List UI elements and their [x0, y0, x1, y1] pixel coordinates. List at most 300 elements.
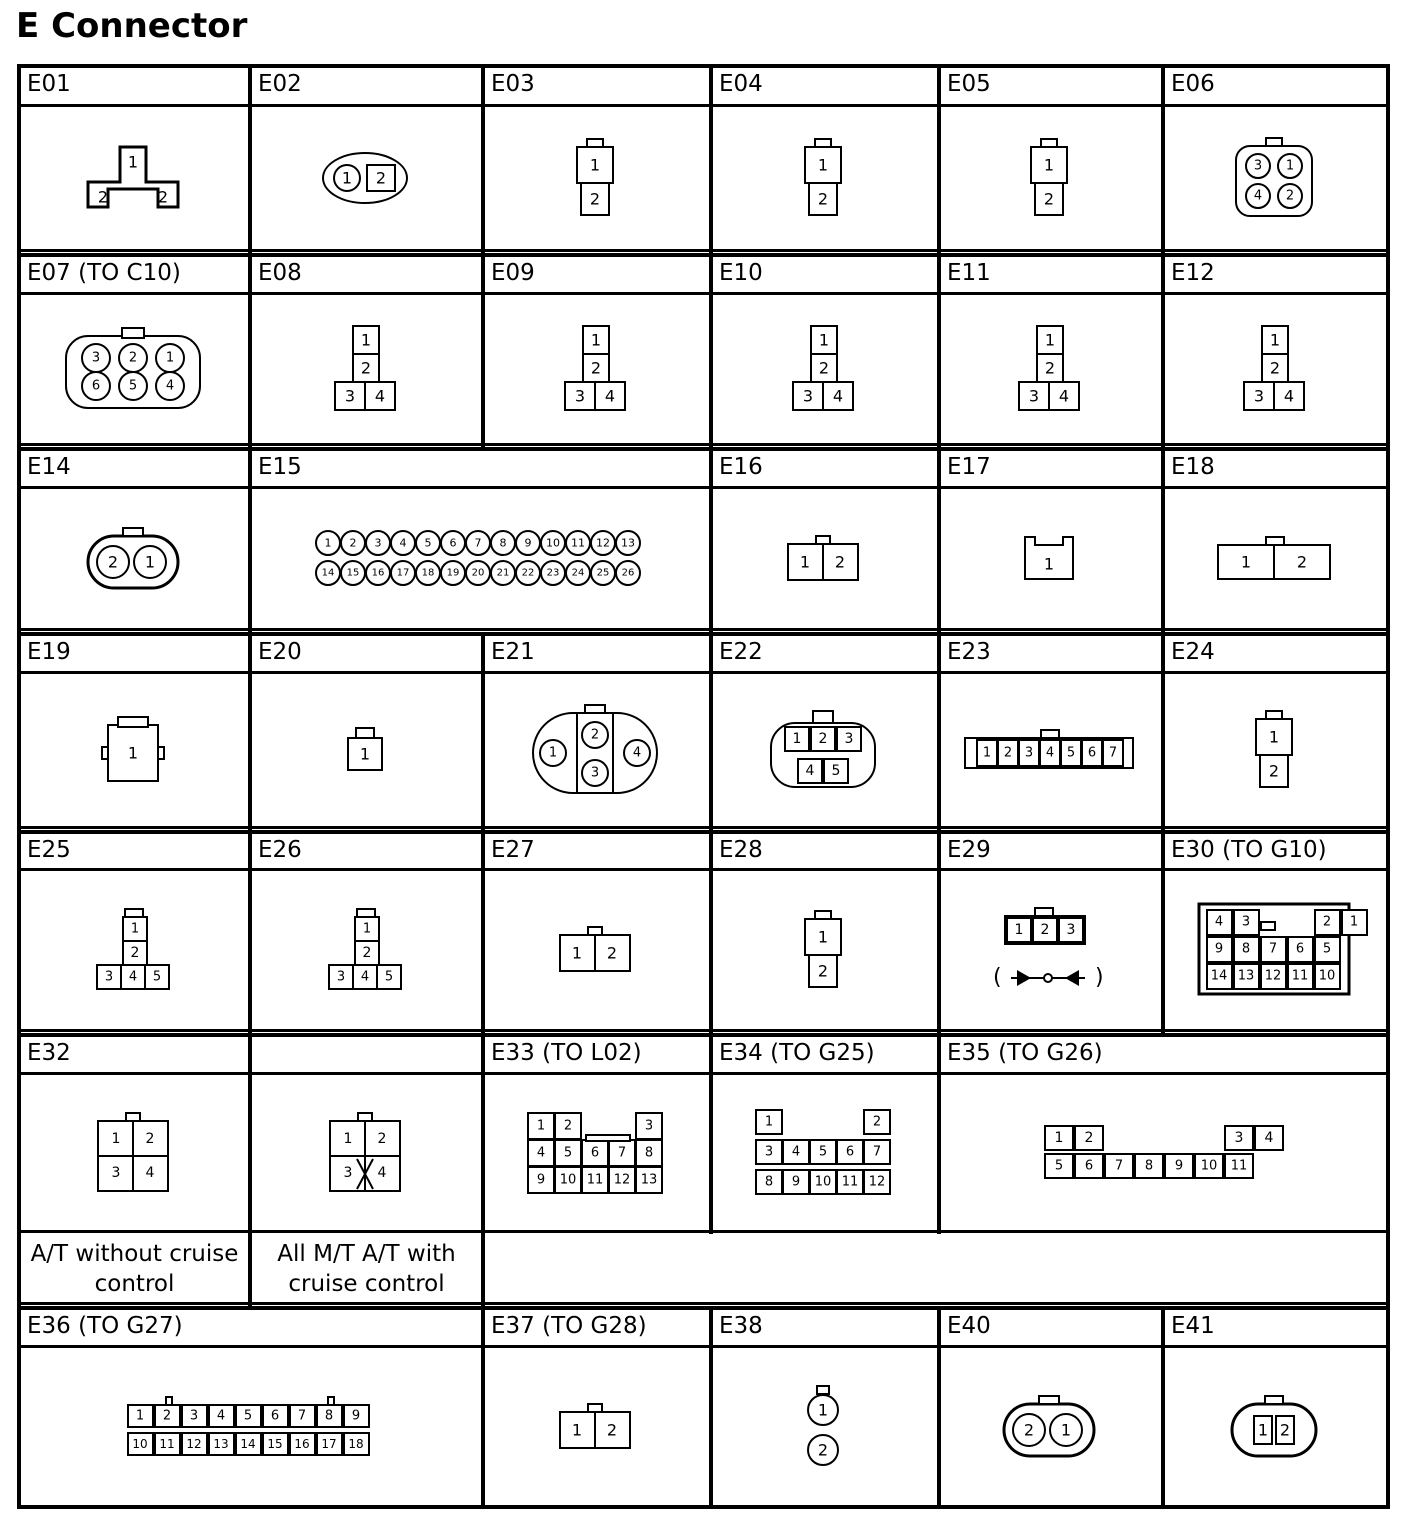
pin-number: 4	[216, 1408, 225, 1423]
pin-number: 2	[349, 536, 356, 549]
pin-number: 1	[792, 731, 802, 747]
pin-number: 1	[571, 943, 583, 963]
pin-number: 13	[212, 1436, 229, 1451]
grid-line	[481, 64, 485, 253]
grid-line	[248, 632, 252, 830]
pin-number: 3	[344, 386, 355, 406]
connector-diagram	[1161, 107, 1386, 249]
grid-line	[1386, 1033, 1390, 1234]
pin-number: 10	[814, 1174, 832, 1189]
connector-housing	[1236, 146, 1312, 216]
connector-label: E30 (TO G10)	[1171, 837, 1327, 863]
grid-line	[17, 830, 21, 1033]
connector-drawing	[562, 323, 628, 415]
connector-diagram	[1161, 1348, 1386, 1505]
pin-cavity	[816, 536, 830, 544]
pin-number: 1	[1054, 1129, 1063, 1146]
connector-label: E23	[947, 639, 991, 665]
pin-number: 2	[128, 350, 137, 366]
pin-number: 2	[834, 552, 846, 571]
pin-number: 3	[189, 1408, 198, 1423]
pin-number: 2	[563, 1118, 573, 1133]
grid-line	[17, 826, 1390, 829]
connector-diagram	[937, 871, 1161, 1029]
grid-line	[17, 64, 1390, 68]
pin-number: 3	[343, 1164, 352, 1181]
pin-number: 5	[831, 763, 841, 779]
pin-number: 2	[1044, 358, 1056, 378]
pin-number: 1	[1043, 155, 1055, 175]
pin-cavity	[585, 705, 605, 713]
pin-number: 3	[1066, 922, 1076, 938]
pin-number: 11	[586, 1172, 604, 1187]
grid-line	[481, 1306, 485, 1509]
pin-number: 25	[596, 567, 609, 578]
pin-number: 15	[346, 567, 359, 578]
grid-line	[709, 1033, 713, 1234]
connector-drawing	[95, 1110, 171, 1196]
connector-label: E40	[947, 1313, 991, 1339]
pin-number: 1	[341, 168, 352, 188]
pin-cavity	[125, 909, 143, 917]
connector-drawing	[557, 924, 633, 976]
pin-number: 13	[620, 536, 635, 549]
connector-diagram	[248, 295, 481, 443]
pin-number: 1	[1257, 1420, 1268, 1439]
grid-line	[17, 1072, 1390, 1075]
pin-number: 2	[1296, 552, 1307, 571]
pin-number: 1	[817, 927, 829, 947]
pin-number: 3	[802, 386, 814, 406]
pin-number: 10	[545, 536, 560, 549]
diode-bracket-right: )	[1095, 965, 1104, 990]
pin-number: 1	[590, 330, 602, 350]
grid-line	[17, 447, 21, 632]
pin-number: 24	[571, 567, 584, 578]
grid-line	[17, 632, 1390, 636]
connector-label: E07 (TO C10)	[27, 260, 181, 286]
grid-line	[1161, 830, 1165, 1033]
pin-number: 14	[1210, 968, 1227, 984]
connector-drawing	[574, 136, 616, 220]
grid-line	[17, 830, 1390, 834]
grid-line	[481, 1230, 485, 1306]
pin-cavity	[1266, 138, 1282, 146]
pin-number: 1	[1285, 158, 1294, 174]
pin-number: 4	[1264, 1129, 1273, 1146]
pin-number: 12	[868, 1174, 886, 1189]
connector-label: E05	[947, 71, 991, 97]
grid-line	[1161, 64, 1165, 253]
pin-number: 5	[563, 1145, 573, 1160]
connector-drawing	[332, 323, 398, 415]
pin-number: 3	[590, 765, 600, 781]
connector-drawing	[312, 145, 418, 211]
connector-diagram	[248, 674, 481, 826]
connector-label: E29	[947, 837, 991, 863]
pin-number: 10	[131, 1436, 148, 1451]
pin-cavity	[1041, 730, 1059, 738]
pin-number: 17	[396, 567, 409, 578]
pin-number: 18	[421, 567, 434, 578]
pin-number: 21	[496, 567, 509, 578]
grid-line	[1386, 1230, 1390, 1306]
pin-number: 8	[764, 1174, 774, 1189]
pin-number: 2	[1043, 189, 1055, 209]
connector-lock	[586, 1135, 630, 1141]
pin-number: 17	[320, 1436, 337, 1451]
connector-diagram	[709, 1348, 937, 1505]
pin-number: 1	[362, 921, 371, 937]
pin-number: 10	[1318, 968, 1335, 984]
connector-note: All M/T A/T with cruise control	[277, 1241, 456, 1297]
pin-number: 5	[128, 378, 137, 394]
connector-label: E19	[27, 639, 71, 665]
connector-diagram	[248, 107, 481, 249]
connector-label: E21	[491, 639, 535, 665]
grid-line	[481, 632, 485, 830]
pin-number: 1	[1043, 554, 1055, 573]
pin-number: 14	[239, 1436, 256, 1451]
connector-label: E33 (TO L02)	[491, 1040, 642, 1066]
connector-diagram	[1161, 871, 1386, 1029]
connector-label: E06	[1171, 71, 1215, 97]
pin-cavity	[588, 927, 602, 935]
pin-number: 3	[1028, 386, 1040, 406]
grid-line	[248, 1230, 252, 1306]
pin-number: 3	[1234, 1129, 1243, 1146]
connector-label: E36 (TO G27)	[27, 1313, 183, 1339]
grid-line	[1161, 447, 1165, 632]
connector-diagram	[709, 295, 937, 443]
connector-label: E24	[1171, 639, 1215, 665]
connector-label: E28	[719, 837, 763, 863]
pin-number: 3	[844, 731, 854, 747]
grid-line	[937, 253, 941, 447]
pin-number: 9	[536, 1172, 546, 1187]
grid-line	[248, 64, 252, 253]
connector-label: E26	[258, 837, 302, 863]
connector-drawing	[327, 1110, 403, 1196]
pin-number: 19	[446, 567, 459, 578]
pin-number: 1	[360, 330, 371, 350]
connector-diagram	[709, 489, 937, 628]
pin-number: 2	[1003, 745, 1013, 761]
pin-cavity	[1266, 711, 1282, 719]
connector-label: E11	[947, 260, 991, 286]
pin-cavity	[1035, 908, 1053, 916]
pin-number: 7	[297, 1408, 306, 1423]
connector-label: E08	[258, 260, 302, 286]
grid-line	[937, 1033, 941, 1234]
pin-cavity	[587, 139, 603, 147]
pin-number: 13	[1237, 968, 1254, 984]
grid-line	[1386, 253, 1390, 447]
pin-number: 2	[1269, 358, 1280, 378]
pin-number: 1	[1269, 330, 1280, 350]
grid-line	[17, 671, 1390, 674]
pin-number: 4	[832, 386, 844, 406]
pin-number: 4	[1058, 386, 1070, 406]
connector-drawing	[790, 323, 856, 415]
grid-line	[709, 253, 713, 447]
connector-label: E20	[258, 639, 302, 665]
pin-number: 1	[799, 552, 811, 571]
diode-bracket-left: (	[993, 965, 1002, 990]
pin-number: 4	[805, 763, 815, 779]
pin-number: 2	[818, 731, 828, 747]
pin-number: 2	[1084, 1129, 1093, 1146]
grid-line	[937, 1306, 941, 1509]
pin-cavity	[122, 328, 144, 338]
pin-number: 2	[130, 945, 139, 961]
pin-number: 4	[360, 969, 369, 985]
pin-number: 9	[1214, 941, 1223, 957]
grid-line	[937, 64, 941, 253]
connector-drawing	[1233, 135, 1315, 221]
connector-diagram	[17, 489, 248, 628]
connector-drawing	[525, 1110, 665, 1196]
grid-line	[248, 1033, 252, 1234]
pin-number: 2	[362, 945, 371, 961]
pin-number: 7	[1268, 941, 1277, 957]
grid-line	[17, 1306, 21, 1509]
grid-line	[17, 104, 1390, 107]
pin-cavity	[1265, 1396, 1283, 1404]
grid-line	[17, 1033, 21, 1234]
connector-drawing	[1022, 534, 1076, 584]
pin-cavity	[358, 1113, 372, 1121]
pin-number: 2	[107, 552, 118, 571]
pin-number: 8	[324, 1408, 333, 1423]
pin-number: 4	[377, 1164, 386, 1181]
connector-label: E17	[947, 454, 991, 480]
pin-number: 1	[764, 1114, 774, 1129]
connector-drawing	[63, 325, 203, 413]
connector-diagram	[937, 1075, 1386, 1230]
pin-number: 3	[336, 969, 345, 985]
pin-number: 4	[1253, 188, 1262, 204]
connector-label: E03	[491, 71, 535, 97]
connector-diagram	[481, 871, 709, 1029]
pin-number: 6	[1084, 1158, 1093, 1173]
connector-drawing	[1196, 901, 1358, 999]
page-title: E Connector	[16, 6, 248, 46]
pin-number: 4	[536, 1145, 546, 1160]
pin-number: 5	[243, 1408, 252, 1423]
pin-number: 2	[360, 358, 371, 378]
grid-line	[17, 1306, 1390, 1310]
pin-number: 9	[524, 536, 531, 549]
pin-number: 8	[1144, 1158, 1153, 1173]
connector-label: E34 (TO G25)	[719, 1040, 875, 1066]
pin-number: 4	[632, 745, 642, 761]
pin-number: 8	[499, 536, 506, 549]
pin-number: 1	[324, 536, 331, 549]
pin-number: 3	[1253, 158, 1262, 174]
pin-number: 1	[1268, 727, 1279, 747]
pin-number: 2	[872, 1114, 882, 1129]
grid-line	[17, 443, 1390, 446]
pin-number: 3	[1024, 745, 1034, 761]
connector-diagram	[937, 107, 1161, 249]
pin-number: 4	[1045, 745, 1055, 761]
pin-number: 1	[817, 155, 829, 175]
grid-line	[937, 632, 941, 830]
pin-cavity	[813, 711, 833, 723]
connector-diagram	[17, 1348, 481, 1505]
grid-line	[17, 292, 1390, 295]
pin-cavity	[328, 1397, 334, 1405]
pin-number: 5	[818, 1144, 828, 1159]
connector-drawing	[125, 1394, 374, 1460]
pin-number: 2	[157, 187, 168, 207]
pin-number: 1	[548, 745, 558, 761]
connector-drawing	[530, 702, 660, 798]
pin-number: 5	[384, 969, 393, 985]
pin-number: 2	[1279, 1420, 1290, 1439]
pin-cavity	[817, 1386, 829, 1394]
pin-number: 1	[1044, 330, 1056, 350]
pin-cavity	[1044, 974, 1052, 982]
pin-number: 2	[1322, 914, 1331, 930]
pin-number: 15	[266, 1436, 283, 1451]
connector-diagram	[1161, 674, 1386, 826]
connector-drawing	[785, 533, 861, 585]
pin-number: 11	[570, 536, 585, 549]
connector-drawing	[1215, 534, 1333, 584]
grid-line	[937, 447, 941, 632]
connector-diagram	[1161, 489, 1386, 628]
connector-diagram	[481, 107, 709, 249]
pin-number: 2	[589, 189, 601, 209]
pin-number: 1	[343, 1130, 352, 1147]
pin-number: 1	[817, 1400, 829, 1419]
pin-number: 6	[1295, 941, 1304, 957]
grid-line	[1386, 632, 1390, 830]
pin-number: 4	[165, 378, 174, 394]
pin-number: 1	[1014, 922, 1024, 938]
grid-line	[17, 868, 1390, 871]
connector-label: E25	[27, 837, 71, 863]
pin-number: 1	[589, 155, 601, 175]
pin-number: 11	[158, 1436, 175, 1451]
connector-label: E35 (TO G26)	[947, 1040, 1103, 1066]
pin-number: 14	[321, 567, 334, 578]
pin-number: 8	[644, 1145, 654, 1160]
grid-line	[709, 632, 713, 830]
grid-line	[17, 1230, 1390, 1233]
connector-drawing	[986, 905, 1112, 995]
pin-number: 3	[644, 1118, 654, 1133]
grid-line	[1161, 253, 1165, 447]
pin-number: 20	[471, 567, 484, 578]
pin-number: 5	[424, 536, 431, 549]
pin-number: 4	[145, 1164, 154, 1181]
pin-cavity	[356, 728, 374, 738]
pin-number: 7	[872, 1144, 882, 1159]
connector-drawing	[1016, 323, 1082, 415]
pin-number: 2	[1023, 1420, 1035, 1439]
pin-number: 5	[1054, 1158, 1063, 1173]
pin-number: 2	[375, 168, 386, 188]
grid-line	[17, 64, 21, 253]
pin-number: 4	[791, 1144, 801, 1159]
connector-diagram	[248, 871, 481, 1029]
pin-number: 9	[791, 1174, 801, 1189]
grid-line	[1161, 632, 1165, 830]
connector-diagram	[937, 489, 1161, 628]
grid-line	[481, 253, 485, 447]
pin-cavity	[1039, 1396, 1059, 1404]
pin-number: 2	[606, 1420, 618, 1439]
pin-number: 1	[818, 330, 830, 350]
pin-number: 10	[1200, 1158, 1217, 1173]
pin-number: 1	[359, 744, 370, 764]
connector-drawing	[1028, 136, 1070, 220]
pin-number: 5	[152, 969, 161, 985]
grid-line	[17, 628, 1390, 631]
pin-number: 1	[1349, 914, 1358, 930]
pin-number: 2	[1040, 922, 1050, 938]
pin-number: 2	[377, 1130, 386, 1147]
connector-housing	[1232, 1404, 1316, 1456]
connector-label: E41	[1171, 1313, 1215, 1339]
grid-line	[17, 1033, 1390, 1037]
pin-number: 26	[621, 567, 634, 578]
pin-number: 1	[571, 1420, 583, 1439]
connector-drawing	[311, 526, 647, 592]
pin-number: 4	[1214, 914, 1223, 930]
pin-number: 1	[1060, 1420, 1072, 1439]
grid-line	[17, 253, 21, 447]
pin-number: 2	[590, 358, 602, 378]
connector-drawing	[1001, 1393, 1097, 1461]
grid-line	[1386, 64, 1390, 253]
pin-number: 12	[1264, 968, 1281, 984]
pin-number: 2	[145, 1130, 154, 1147]
pin-number: 18	[347, 1436, 364, 1451]
pin-number: 1	[127, 152, 138, 172]
grid-line	[709, 64, 713, 253]
connector-label: E18	[1171, 454, 1215, 480]
grid-line	[17, 1505, 1390, 1509]
grid-line	[709, 1306, 713, 1509]
grid-line	[1386, 447, 1390, 632]
pin-number: 4	[604, 386, 616, 406]
pin-cavity	[102, 747, 108, 759]
pin-number: 12	[185, 1436, 202, 1451]
pin-number: 1	[135, 1408, 144, 1423]
connector-diagram	[709, 1075, 937, 1230]
pin-number: 12	[595, 536, 610, 549]
connector-label: E09	[491, 260, 535, 286]
connector-diagram	[709, 674, 937, 826]
connector-diagram	[481, 1075, 709, 1230]
pin-number: 8	[1241, 941, 1250, 957]
pin-cavity	[815, 911, 831, 919]
pin-number: 7	[1114, 1158, 1123, 1173]
pin-cavity	[1261, 922, 1275, 930]
pin-number: 1	[130, 921, 139, 937]
pin-number: 3	[374, 536, 381, 549]
connector-drawing	[94, 906, 172, 994]
connector-drawing	[802, 908, 844, 992]
pin-number: 3	[1253, 386, 1264, 406]
grid-line	[1386, 1306, 1390, 1509]
pin-number: 22	[521, 567, 534, 578]
connector-label: E04	[719, 71, 763, 97]
